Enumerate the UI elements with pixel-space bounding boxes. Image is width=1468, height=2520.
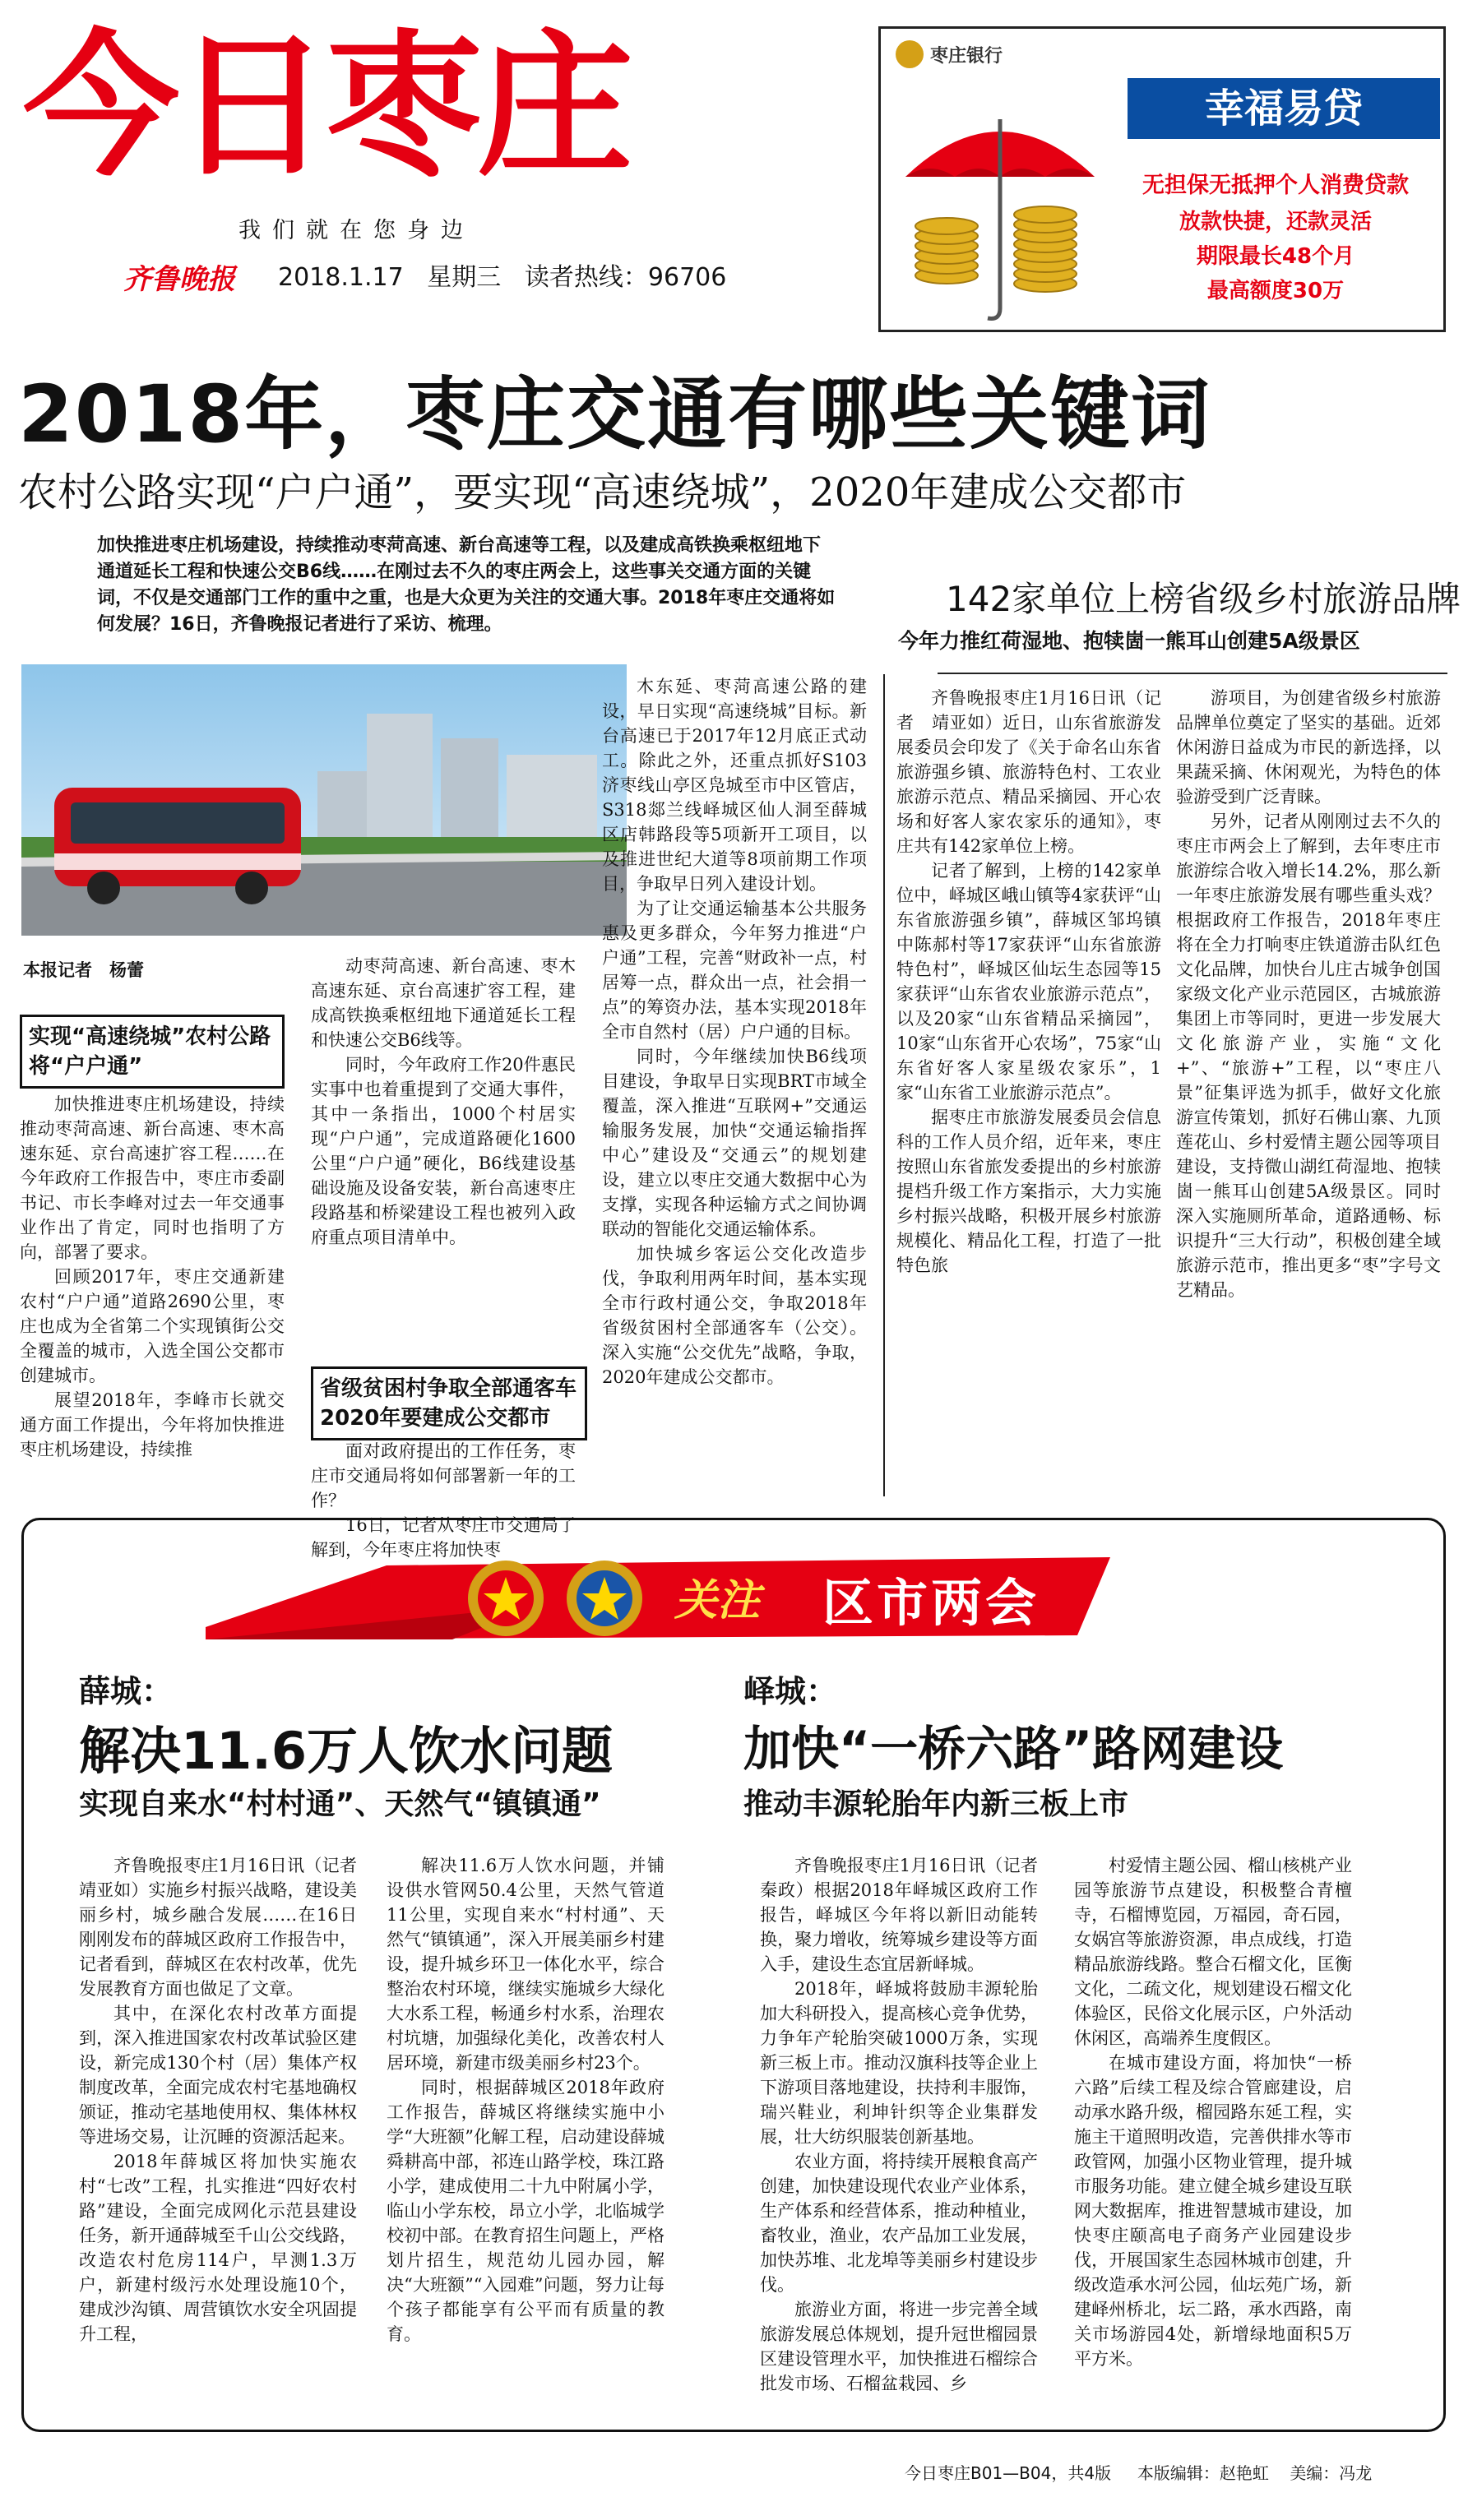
paragraph: 展望2018年，李峰市长就交通方面工作提出，今年将加快推进枣庄机场建设，持续推 bbox=[20, 1390, 285, 1459]
main-column-2a bbox=[311, 954, 576, 1357]
ad-line-3: 期限最长48个月 bbox=[1196, 244, 1355, 269]
xuecheng-column-2 bbox=[387, 1853, 665, 2412]
subhead-box-2: 省级贫困村争取全部通客车2020年要建成公交都市 bbox=[311, 1366, 587, 1440]
side-divider bbox=[938, 673, 1447, 674]
yicheng-subheadline: 推动丰源轮胎年内新三板上市 bbox=[743, 1787, 1129, 1821]
paragraph: 动枣菏高速、新台高速、枣木高速东延、京台高速扩容工程，建成高铁换乘枢纽地下通道延长工程和快速公交B6线等。 bbox=[311, 956, 576, 1050]
reader-hotline: 读者热线：96706 bbox=[524, 263, 727, 292]
xuecheng-column-1 bbox=[79, 1853, 374, 2412]
paragraph: 据枣庄市旅游发展委员会信息科的工作人员介绍，近年来，枣庄按照山东省旅发委提出的乡村旅游提档升级工作方案指示，大力实施乡村振兴战略，积极开展乡村旅游规模化、精品化工程，打造了一批特色旅 bbox=[896, 1107, 1161, 1275]
ad-line-2: 放款快捷，还款灵活 bbox=[1179, 210, 1372, 234]
ad-title: 幸福易贷 bbox=[1128, 78, 1440, 139]
side-column-2 bbox=[1176, 686, 1441, 1496]
national-emblem-icon bbox=[468, 1561, 544, 1636]
footer-editor: 本版编辑：赵艳虹 bbox=[1137, 2463, 1269, 2483]
paragraph: 木东延、枣菏高速公路的建设，早日实现“高速绕城”目标。新台高速已于2017年12月底正式动工。除此之外，还重点抓好S103济枣线山亭区凫城至市中区管店，S318郯兰线峄城区仙人洞至薛城区店韩路段等5项新开工项目，以及推进世纪大道等8项前期工作项目，争取早日列入建设计划。 bbox=[602, 677, 867, 894]
main-subheadline: 农村公路实现“户户通”，要实现“高速绕城”，2020年建成公交都市 bbox=[18, 469, 1187, 516]
side-headline: 142家单位上榜省级乡村旅游品牌 bbox=[946, 579, 1461, 619]
paragraph: 齐鲁晚报枣庄1月16日讯（记者 秦政）根据2018年峄城区政府工作报告，峄城区今年将以新旧动能转换，聚力增收，统筹城乡建设等方面入手，建设生态宜居新峄城。 bbox=[760, 1856, 1055, 1974]
yicheng-headline: 加快“一桥六路”路网建设 bbox=[743, 1721, 1284, 1777]
side-column-1 bbox=[896, 686, 1161, 1496]
yicheng-column-1 bbox=[760, 1853, 1055, 2412]
dateline bbox=[278, 257, 726, 293]
bank-name: 枣庄银行 bbox=[930, 46, 1003, 67]
main-column-2b bbox=[311, 1439, 576, 1560]
paragraph: 2018年薛城区将加快实施农村“七改”工程，扎实推进“四好农村路”建设，全面完成网化示范县建设任务，新开通薛城至千山公交线路，改造农村危房114户，早测1.3万户，新建村级污水处理设施10个，建成沙沟镇、周营镇饮水安全巩固提升工程， bbox=[79, 2152, 357, 2344]
paragraph: 另外，记者从刚刚过去不久的枣庄市两会上了解到，去年枣庄市旅游综合收入增长14.2%，那么新一年枣庄旅游发展有哪些重头戏？根据政府工作报告，2018年枣庄将在全力打响枣庄铁道游击队红色文化品牌，加快台儿庄古城争创国家级文化产业示范园区，古城旅游集团上市等同时，更进一步发展大文化旅游产业，实施“文化+”、“旅游+”工程，以“枣庄八景”征集评选为抓手，做好文化旅游宣传策划，抓好石佛山寨、九顶莲花山、乡村爱情主题公园等项目建设，支持微山湖红荷湿地、抱犊崮一熊耳山创建5A级景区。同时深入实施厕所革命，道路通畅、标识提升“三大行动”，积极创建全域旅游示范市，推出更多“枣”字号文艺精品。 bbox=[1176, 811, 1441, 1300]
paragraph: 齐鲁晚报枣庄1月16日讯（记者 靖亚如）近日，山东省旅游发展委员会印发了《关于命名山东省旅游强乡镇、旅游特色村、工农业旅游示范点、精品采摘园、开心农场和好客人家农家乐的通知》，枣庄共有142家单位上榜。 bbox=[896, 688, 1161, 856]
xuecheng-kicker: 薛城： bbox=[79, 1673, 174, 1709]
section-tag-focus: 关注 bbox=[674, 1575, 761, 1625]
paragraph: 面对政府提出的工作任务，枣庄市交通局将如何部署新一年的工作？ bbox=[311, 1441, 576, 1510]
paragraph: 回顾2017年，枣庄交通新建农村“户户通”道路2690公里，枣庄也成为全省第二个实现镇街公交全覆盖的城市，入选全国公交都市创建城市。 bbox=[20, 1267, 285, 1385]
masthead-slogan: 我们就在您身边 bbox=[238, 218, 475, 243]
main-lead: 加快推进枣庄机场建设，持续推动枣菏高速、新台高速等工程，以及建成高铁换乘枢纽地下通道延长工程和快速公交B6线……在刚过去不久的枣庄两会上，这些事关交通方面的关键词，不仅是交通部门工作的重中之重，也是大众更为关注的交通大事。2018年枣庄交通将如何发展？16日，齐鲁晚报记者进行了采访、梳理。 bbox=[97, 535, 836, 635]
paragraph: 为了让交通运输基本公共服务惠及更多群众，今年努力推进“户户通”工程，完善“财政补一点，村居筹一点，群众出一点，社会捐一点”的筹资办法，基本实现2018年全市自然村（居）户户通的目标。 bbox=[602, 899, 867, 1042]
page-footer bbox=[905, 2460, 1372, 2484]
paragraph: 同时，根据薛城区2018年政府工作报告，薛城区将继续实施中小学“大班额”化解工程，启动建设薛城舜耕高中部，祁连山路学校，珠江路小学，建成使用二十九中附属小学，临山小学东校，昂立小学，北临城学校初中部。在教育招生问题上，严格划片招生，规范幼儿园办园，解决“大班额”“入园难”问题，努力让每个孩子都能享有公平而有质量的教育。 bbox=[387, 2078, 665, 2344]
main-headline: 2018年，枣庄交通有哪些关键词 bbox=[18, 368, 1212, 460]
subhead-box-1: 实现“高速绕城”农村公路将“户户通” bbox=[20, 1015, 285, 1089]
cppcc-emblem-icon bbox=[567, 1561, 642, 1636]
footer-art-editor: 美编：冯龙 bbox=[1290, 2463, 1373, 2483]
bank-advertisement[interactable] bbox=[878, 26, 1446, 332]
paragraph: 记者了解到，上榜的142家单位中，峄城区峨山镇等4家获评“山东省旅游强乡镇”，薛城区邹坞镇中陈郝村等17家获评“山东省旅游特色村”，峄城区仙坛生态园等15家获评“山东省农业旅游示范点”，以及20家“山东省精品采摘园”，10家“山东省开心农场”，75家“山东省好客人家星级农家乐”，1家“山东省工业旅游示范点”。 bbox=[896, 861, 1161, 1103]
ad-line-4: 最高额度30万 bbox=[1206, 279, 1345, 303]
brand-logo: 齐鲁晚报 bbox=[123, 263, 235, 296]
main-column-3 bbox=[602, 674, 867, 1496]
paragraph: 加快推进枣庄机场建设，持续推动枣菏高速、新台高速、枣木高速东延、京台高速扩容工程……在今年政府工作报告中，枣庄市委副书记、市长李峰对过去一年交通事业作出了肯定，同时也指明了方向，部署了要求。 bbox=[20, 1094, 285, 1262]
paragraph: 农业方面，将持续开展粮食高产创建，加快建设现代农业产业体系，生产体系和经营体系，推动种植业，畜牧业，渔业，农产品加工业发展，加快苏堆、北龙埠等美丽乡村建设步伐。 bbox=[760, 2152, 1038, 2295]
xuecheng-subheadline: 实现自来水“村村通”、天然气“镇镇通” bbox=[79, 1787, 601, 1821]
paragraph: 同时，今年继续加快B6线项目建设，争取早日实现BRT市域全覆盖，深入推进“互联网+”交通运输服务发展，加快“交通运输指挥中心”建设及“交通云”的规划建设，建立以枣庄交通大数据中心为支撑，实现各种运输方式之间协调联动的智能化交通运输体系。 bbox=[602, 1047, 867, 1239]
umbrella-coins-icon bbox=[897, 86, 1103, 325]
yicheng-kicker: 峄城： bbox=[743, 1673, 838, 1709]
paragraph: 解决11.6万人饮水问题，并铺设供水管网50.4公里，天然气管道11公里，实现自来水“村村通”、天然气“镇镇通”，深入开展美丽乡村建设，提升城乡环卫一体化水平，综合整治农村环境，继续实施城乡大绿化大水系工程，畅通乡村水系，治理农村坑塘，加强绿化美化，改善农村人居环境，新建市级美丽乡村23个。 bbox=[387, 1856, 665, 2073]
column-rule bbox=[883, 674, 885, 1496]
reporter-byline: 本报记者 杨蕾 bbox=[23, 960, 144, 980]
side-subheadline: 今年力推红荷湿地、抱犊崮一熊耳山创建5A级景区 bbox=[898, 629, 1360, 653]
issue-weekday: 星期三 bbox=[427, 263, 502, 292]
paragraph: 2018年，峄城将鼓励丰源轮胎加大科研投入，提高核心竞争优势，力争年产轮胎突破1000万条，实现新三板上市。推动汉旗科技等企业上下游项目落地建设，扶持利丰服饰，瑞兴鞋业，利坤针织等企业集群发展，壮大纺织服装创新基地。 bbox=[760, 1979, 1038, 2147]
section-tag-title: 区市两会 bbox=[822, 1573, 1040, 1633]
masthead-title: 今日枣庄 bbox=[23, 16, 629, 197]
masthead bbox=[23, 16, 862, 197]
paragraph: 16日，记者从枣庄市交通局了解到，今年枣庄将加快枣 bbox=[311, 1515, 576, 1560]
ad-line-1: 无担保无抵押个人消费贷款 bbox=[1142, 173, 1409, 198]
yicheng-column-2 bbox=[1074, 1853, 1352, 2412]
paragraph: 其中，在深化农村改革方面提到，深入推进国家农村改革试验区建设，新完成130个村（居）集体产权制度改革，全面完成农村宅基地确权颁证，推动宅基地使用权、集体林权等进场交易，让沉睡的资源活起来。 bbox=[79, 2004, 357, 2147]
paragraph: 齐鲁晚报枣庄1月16日讯（记者 靖亚如）实施乡村振兴战略，建设美丽乡村，城乡融合发展……在16日刚刚发布的薛城区政府工作报告中，记者看到，薛城区在农村改革，优先发展教育方面也做足了文章。 bbox=[79, 1856, 374, 1999]
bank-logo-icon bbox=[896, 40, 924, 68]
paragraph: 游项目，为创建省级乡村旅游品牌单位奠定了坚实的基础。近郊休闲游日益成为市民的新选择，以果蔬采摘、休闲观光，为特色的体验游受到广泛青睐。 bbox=[1176, 688, 1441, 807]
paragraph: 同时，今年政府工作20件惠民实事中也着重提到了交通大事件，其中一条指出，1000个村居实现“户户通”，完成道路硬化1600公里“户户通”硬化，B6线建设基础设施及设备安装，新台高速枣庄段路基和桥梁建设工程也被列入政府重点项目清单中。 bbox=[311, 1055, 576, 1247]
brt-bus-photo bbox=[21, 664, 627, 936]
paragraph: 加快城乡客运公交化改造步伐，争取利用两年时间，基本实现全市行政村通公交，争取2018年省级贫困村全部通客车（公交）。深入实施“公交优先”战略，争取，2020年建成公交都市。 bbox=[602, 1244, 867, 1387]
paragraph: 旅游业方面，将进一步完善全域旅游发展总体规划，提升冠世榴园景区建设管理水平，加快推进石榴综合批发市场、石榴盆栽园、乡 bbox=[760, 2300, 1038, 2393]
issue-date: 2018.1.17 bbox=[278, 263, 404, 292]
xuecheng-headline: 解决11.6万人饮水问题 bbox=[79, 1721, 613, 1781]
main-column-1 bbox=[20, 1092, 285, 1495]
paragraph: 在城市建设方面，将加快“一桥六路”后续工程及综合管廊建设，启动承水路升级，榴园路东延工程，实施主干道照明改造，完善供排水等市政管网，加强小区物业管理，提升城市服务功能。建立健全城乡建设互联网大数据库，推进智慧城市建设，加快枣庄颐高电子商务产业园建设步伐，开展国家生态园林城市创建，升级改造承水河公园，仙坛苑广场，新建峄州桥北，坛二路，承水西路，南关市场游园4处，新增绿地面积5万平方米。 bbox=[1074, 2053, 1352, 2369]
paragraph: 村爱情主题公园、榴山核桃产业园等旅游节点建设，积极整合青檀寺，石榴博览园，万福园，奇石园，女娲宫等旅游资源，串点成线，打造精品旅游线路。整合石榴文化，匡衡文化，二疏文化，规划建设石榴文化体验区，民俗文化展示区，户外活动休闲区，高端养生度假区。 bbox=[1074, 1856, 1352, 2048]
footer-pages: 今日枣庄B01—B04，共4版 bbox=[905, 2463, 1112, 2483]
